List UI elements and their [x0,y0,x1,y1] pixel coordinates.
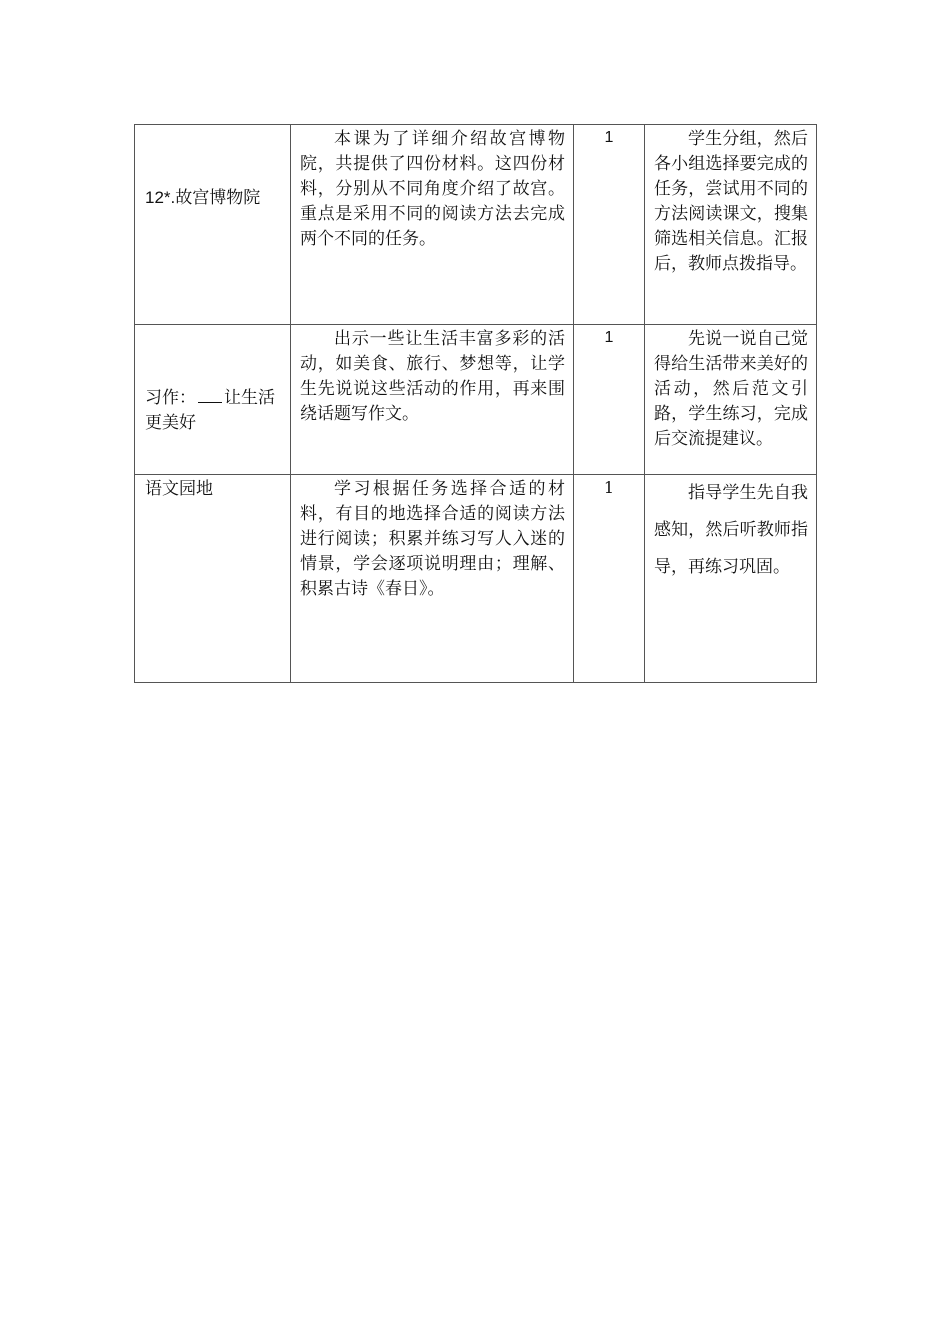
lesson-method: 指导学生先自我感知，然后听教师指导，再练习巩固。 [654,483,808,577]
lesson-method-cell [645,475,817,683]
lesson-content: 出示一些让生活丰富多彩的活动，如美食、旅行、梦想等，让学生先说说这些活动的作用，再来围绕话题写作文。 [300,329,565,424]
lesson-content: 本课为了详细介绍故宫博物院，共提供了四份材料。这四份材料，分别从不同角度介绍了故宫。重点是采用不同的阅读方法去完成两个不同的任务。 [300,129,565,249]
lesson-number: 12*. [145,188,176,207]
lesson-title: 语文园地 [145,479,213,499]
lesson-method: 学生分组，然后各小组选择要完成的任务，尝试用不同的方法阅读课文，搜集筛选相关信息。汇报后，教师点拨指导。 [654,129,808,274]
table-row [135,325,817,475]
lesson-hours-cell [574,125,645,325]
lesson-content-cell [291,325,574,475]
lesson-title-cell [135,475,291,683]
lesson-title-cell [135,325,291,475]
lesson-title-cell [135,125,291,325]
lesson-title-prefix: 习作： [145,388,196,408]
lesson-hours: 1 [604,129,614,146]
lesson-content: 学习根据任务选择合适的材料，有目的地选择合适的阅读方法进行阅读；积累并练习写人入迷的情景，学会逐项说明理由；理解、积累古诗《春日》。 [300,479,565,599]
fill-in-blank [198,386,222,403]
lesson-content-cell [291,125,574,325]
lesson-method-cell [645,325,817,475]
lesson-method: 先说一说自己觉得给生活带来美好的活动，然后范文引路，学生练习，完成后交流提建议。 [654,329,808,449]
lesson-title-suffix: 让生活更美好 [145,388,275,433]
lesson-hours-cell [574,325,645,475]
lesson-hours: 1 [604,329,614,346]
lesson-title [145,386,284,436]
table-row [135,475,817,683]
lesson-plan-table [134,124,817,683]
lesson-hours: 1 [603,478,615,497]
lesson-hours-cell [574,475,645,683]
table-row [135,125,817,325]
lesson-name: 故宫博物院 [175,188,261,208]
lesson-method-cell [645,125,817,325]
lesson-content-cell [291,475,574,683]
lesson-title [145,185,284,211]
